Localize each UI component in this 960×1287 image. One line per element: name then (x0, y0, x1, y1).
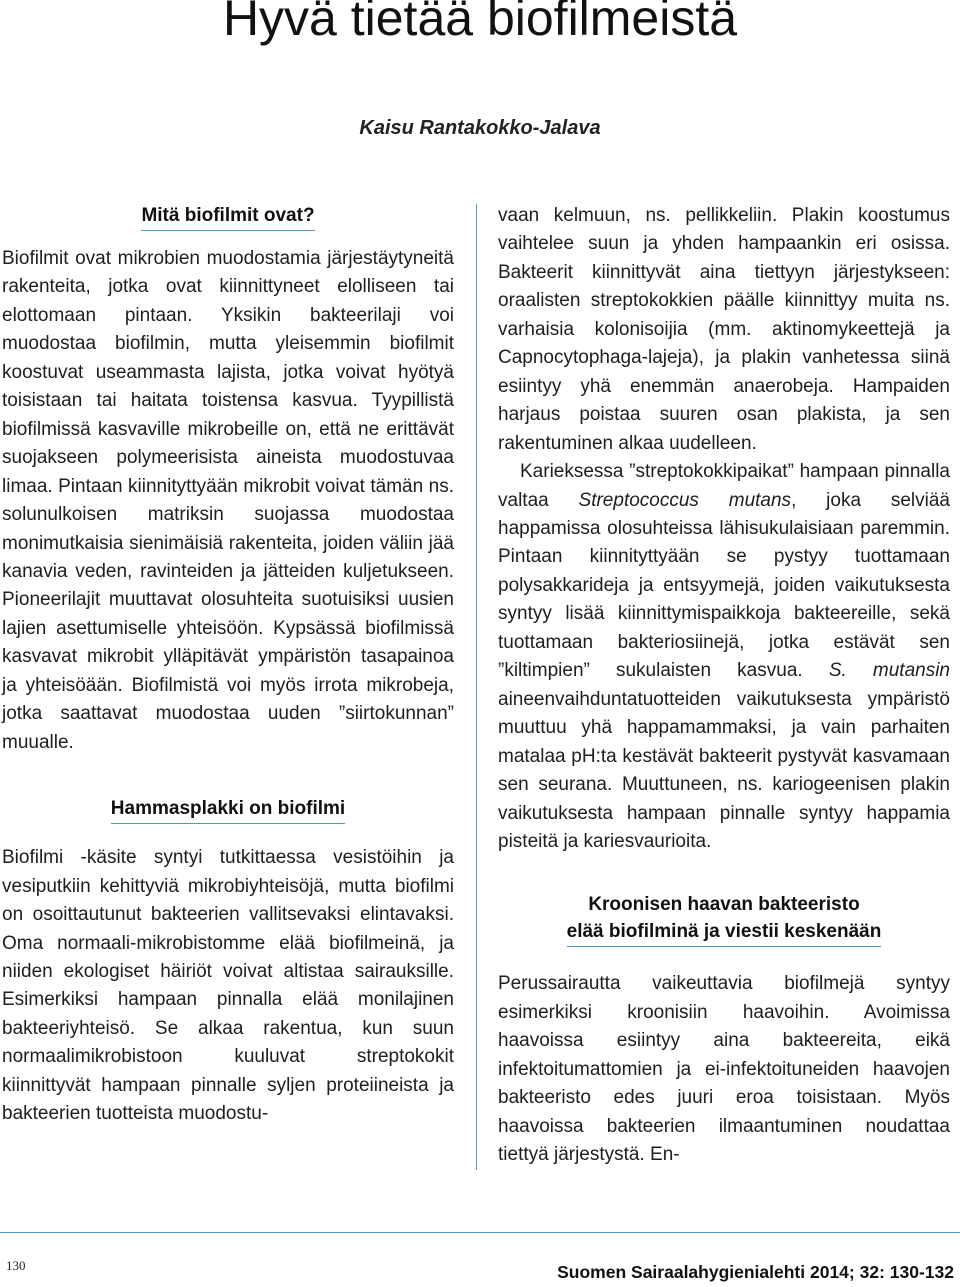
journal-citation: Suomen Sairaalahygienialehti 2014; 32: 130-132 (557, 1262, 954, 1282)
paragraph-chronic-wound: Perussairautta vaikeuttavia biofilmejä syntyy esimerkiksi kroonisiin haavoihin. Avoimissa haavoissa esiintyy aina bakteereita, eikä infektoitumattomien ja ei-infektoituneiden haavojen bakteeristo edes juuri eroa toisistaan. Myös haavoissa bakteerien ilmaantuminen noudattaa tiettyä järjestystä. En- (498, 973, 950, 1166)
heading-line-1: Kroonisen haavan bakteeristo (588, 894, 860, 916)
heading-line-2: elää biofilminä ja viestii keskenään (567, 919, 882, 947)
paragraph-caries (498, 458, 950, 856)
left-column (2, 202, 454, 1129)
article-title: Hyvä tietää biofilmeistä (222, 0, 738, 46)
section-heading-what-are-biofilms: Mitä biofilmit ovat? (141, 203, 314, 231)
paragraph-dental-plaque: Biofilmi -käsite syntyi tutkittaessa vesistöihin ja vesiputkiin kehittyviä mikrobiyhteisöjä, mutta biofilmi on osoittautunut bakteerien vallitsevaksi elintavaksi. Oma normaali-mikrobistomme elää biofilmeinä, ja niiden ekologiset häiriöt voivat altistaa sairauksille. Esimerkiksi hampaan pinnalla elää monilajinen bakteeriyhteisö. Se alkaa rakentua, kun suun normaalimikrobistoon kuuluvat streptokokit kiinnittyvät hampaan pinnalle syljen proteiineista ja bakteerien tuotteista muodostu- (2, 847, 454, 1125)
footer-rule (0, 1232, 960, 1233)
species-name-streptococcus-mutans: Streptococcus mutans (578, 489, 792, 511)
page-number: 130 (6, 1258, 26, 1273)
caries-text-start: Karieksessa ”streptokokkipaikat” hampaan pinnalla valtaa (498, 461, 950, 511)
caries-text-middle: , joka selviää happamissa olosuhteissa lähisukulaisiaan paremmin. Pintaan kiinnityttyään se pystyy tuottamaan polysakkarideja ja entsyymejä, joiden vaikutuksesta syntyy lisää kiinnittymispaikkoja bakteereille, sekä tuottamaan bakteriosiinejä, jotka estävät sen ”kiltimpien” sukulaisten kasvua. (498, 489, 950, 682)
section-heading-chronic-wound (567, 892, 882, 948)
section-heading-wrapper (2, 795, 454, 824)
column-divider (476, 204, 477, 1170)
section-heading-wrapper (2, 202, 454, 231)
caries-text-end: aineenvaihduntatuotteiden vaikutuksesta ympäristö muuttuu yhä happamammaksi, ja vain parhaiten matalaa pH:ta kestävät bakteerit pystyvät kasvamaan sen seurana. Muuttuneen, ns. kariogeenisen plakin vaikutuksesta hampaan pinnalle syntyy happamia pisteitä ja kariesvaurioita. (498, 688, 950, 852)
species-name-s-mutans: S. mutansin (828, 660, 951, 682)
article-author: Kaisu Rantakokko-Jalava (359, 117, 601, 139)
right-column (498, 202, 950, 1170)
section-heading-wrapper (498, 892, 950, 948)
paragraph-plaque-composition: vaan kelmuun, ns. pellikkeliin. Plakin koostumus vaihtelee suun ja yhden hampaankin eri osissa. Bakteerit kiinnittyvät aina tiettyyn järjestykseen: oraalisten streptokokkien päälle kiinnittyy muita ns. varhaisia kolonisoijia (mm. aktinomykeettejä ja Capnocytophaga-lajeja), ja plakin vanhetessa siinä esiintyy yhä enemmän anaerobeja. Hampaiden harjaus poistaa suuren osan plakista, ja sen rakentuminen alkaa uudelleen. (498, 205, 950, 454)
section-heading-dental-plaque: Hammasplakki on biofilmi (111, 796, 345, 824)
paragraph-biofilm-definition: Biofilmit ovat mikrobien muodostamia järjestäytyneitä rakenteita, jotka ovat kiinnittyneet elolliseen tai elottomaan pintaan. Yksikin bakteerilaji voi muodostaa biofilmin, mutta yleisemmin biofilmit koostuvat useammasta lajista, jotka voivat hyötyä toisistaan tai haitata toistensa kasvua. Tyypillistä biofilmissä kasvaville mikrobeille on, että ne erittävät suojakseen polymeerisista aineista muodostuvaa limaa. Pintaan kiinnityttyään mikrobit voivat tämän ns. solunulkoisen matriksin suojassa muodostaa monimutkaisia sienimäisiä rakenteita, joiden väliin jää kanavia veden, ravinteiden ja jätteiden kuljetukseen. Pioneerilajit muuttavat olosuhteita suotuisiksi uusien lajien asettumiselle yhteisöön. Kypsässä biofilmissä kasvavat mikrobit ylläpitävät ympäristön tasapainoa ja yhteisöään. Biofilmistä voi myös irrota mikrobeja, jotka saattavat muodostaa uuden ”siirtokunnan” muualle. (2, 248, 454, 753)
